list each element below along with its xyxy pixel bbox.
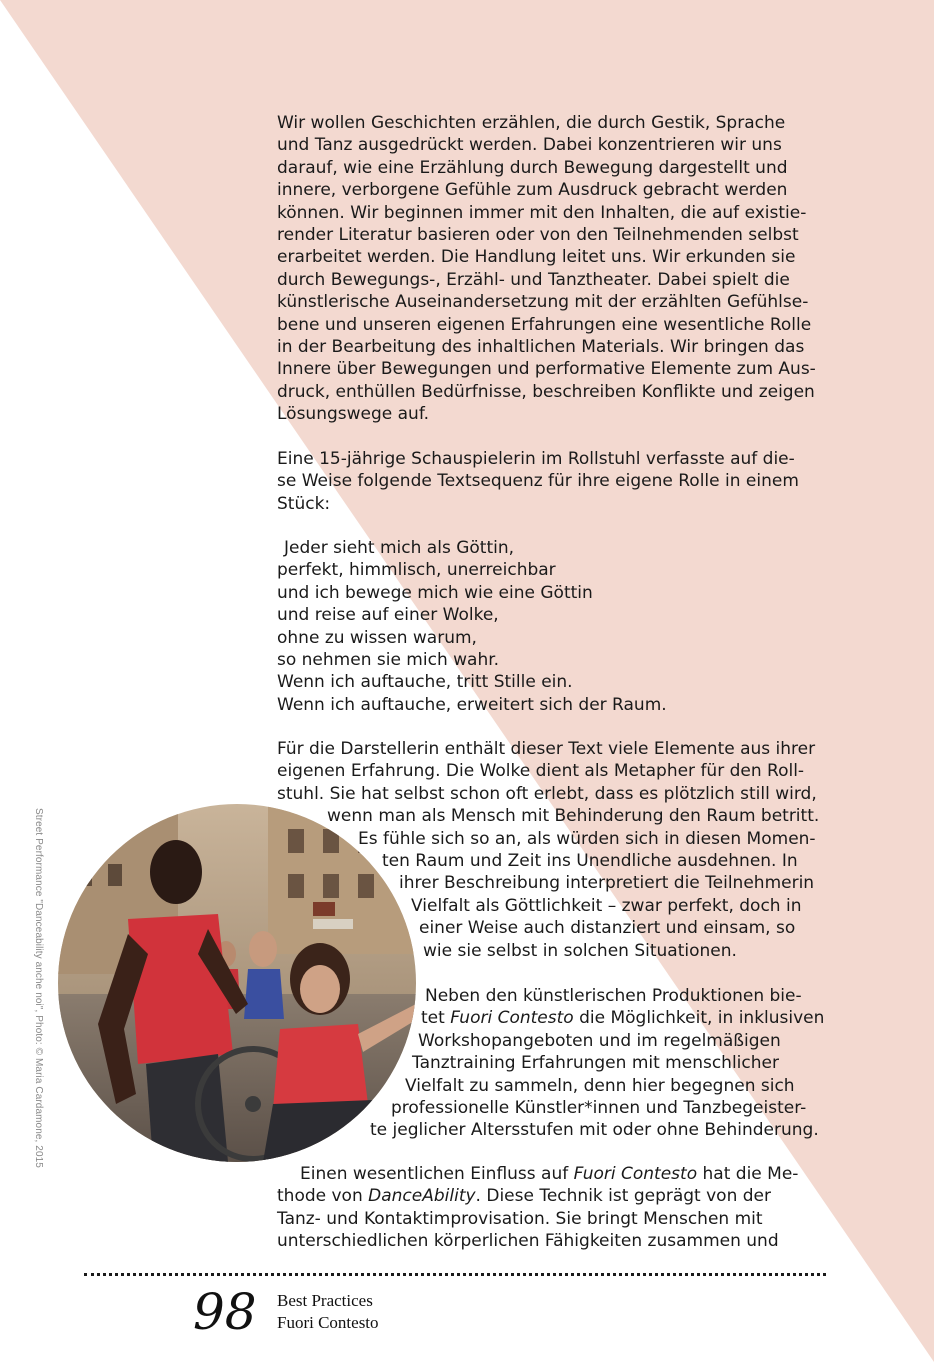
text-line: Lösungswege auf. [277,404,429,425]
text-line: Es fühle sich so an, als würden sich in diesen Momen- [358,828,816,849]
footer-dotted-rule [84,1273,826,1276]
text-line: professionelle Künstler*innen und Tanzbegeister- [391,1098,807,1119]
text-line: Wir wollen Geschichten erzählen, die durch Gestik, Sprache [277,113,786,133]
text-line [277,1163,825,1185]
running-head-section: Best Practices [277,1291,373,1310]
running-head [277,1290,379,1334]
text-line: wenn man als Mensch mit Behinderung den Raum betritt. [327,806,820,827]
text-line: druck, enthüllen Bedürfnisse, beschreiben Konflikte und zeigen [277,381,815,402]
emphasis-project-name: Fuori Contesto [573,1164,698,1184]
poem-line: so nehmen sie mich wahr. [277,650,500,671]
text-line: Für die Darstellerin enthält dieser Text viele Elemente aus ihrer [277,739,816,759]
poem-line: und reise auf einer Wolke, [277,605,499,626]
text-line: Workshopangeboten und im regelmäßigen [418,1030,781,1051]
text-line: Stück: [277,493,331,514]
text-line: erarbeitet werden. Die Handlung leitet uns. Wir erkunden sie [277,247,796,268]
text-line: Tanz- und Kontaktimprovisation. Sie bringt Menschen mit [277,1208,763,1229]
text-segment: hat die Me- [697,1164,799,1184]
photo-credit: Street Performance "Danceability anche noi", Photo: © Maria Cardamone, 2015 [33,808,44,1168]
photo-illustration [58,804,416,1162]
poem-line: ohne zu wissen warum, [277,627,477,648]
poem-line: Wenn ich auftauche, tritt Stille ein. [277,672,573,693]
page-number: 98 [193,1283,257,1341]
text-line: Eine 15-jährige Schauspielerin im Rollstuhl verfasste auf die- [277,449,795,469]
text-line: ten Raum und Zeit ins Unendliche ausdehnen. In [382,851,798,872]
text-line: durch Bewegungs-, Erzähl- und Tanztheater. Dabei spielt die [277,269,790,290]
poem-line: Wenn ich auftauche, erweitert sich der Raum. [277,694,667,715]
text-line [277,1185,825,1207]
text-line: bene und unseren eigenen Erfahrungen eine wesentliche Rolle [277,314,812,335]
text-line: unterschiedlichen körperlichen Fähigkeiten zusammen und [277,1231,779,1252]
text-line: können. Wir beginnen immer mit den Inhalten, die auf existie- [277,202,807,223]
text-line: render Literatur basieren oder von den Teilnehmenden selbst [277,225,799,246]
text-line: Neben den künstlerischen Produktionen bie- [425,986,802,1006]
text-segment: die Möglichkeit, in inklusiven [573,1008,825,1029]
text-segment: . Diese Technik ist geprägt von der [475,1186,772,1207]
text-line: ihrer Beschreibung interpretiert die Teilnehmerin [399,873,815,894]
poem-line: und ich bewege mich wie eine Göttin [277,582,593,603]
text-line: künstlerische Auseinandersetzung mit der erzählten Gefühlse- [277,292,809,313]
text-line: innere, verborgene Gefühle zum Ausdruck gebracht werden [277,180,788,201]
text-line: in der Bearbeitung des inhaltlichen Materials. Wir bringen das [277,337,805,358]
text-line: eigenen Erfahrung. Die Wolke dient als Metapher für den Roll- [277,761,805,782]
text-line: Innere über Bewegungen und performative Elemente zum Aus- [277,359,816,380]
text-line: und Tanz ausgedrückt werden. Dabei konzentrieren wir uns [277,135,782,156]
text-line: se Weise folgende Textsequenz für ihre eigene Rolle in einem [277,471,799,492]
text-line: einer Weise auch distanziert und einsam, so [419,918,796,939]
emphasis-project-name: Fuori Contesto [450,1008,574,1029]
text-segment: tet [421,1008,451,1029]
paragraph-intro [277,112,825,426]
text-segment: Einen wesentlichen Einfluss auf [300,1164,574,1184]
text-line: wie sie selbst in solchen Situationen. [423,940,737,961]
text-segment: thode von [277,1186,369,1207]
text-line: darauf, wie eine Erzählung durch Bewegung dargestellt und [277,157,788,178]
poem-line: perfekt, himmlisch, unerreichbar [277,560,556,581]
text-line: Vielfalt zu sammeln, denn hier begegnen sich [405,1075,795,1096]
poem-line: Jeder sieht mich als Göttin, [284,538,515,558]
emphasis-method-name: DanceAbility [368,1186,476,1207]
paragraph-danceability [277,1163,825,1253]
text-line: Tanztraining Erfahrungen mit menschlicher [412,1053,779,1074]
text-line: stuhl. Sie hat selbst schon oft erlebt, dass es plötzlich still wird, [277,783,817,804]
running-head-title: Fuori Contesto [277,1313,379,1332]
text-line: te jeglicher Altersstufen mit oder ohne Behinderung. [370,1120,819,1141]
street-performance-photo [58,804,416,1162]
poem-quote [277,537,825,716]
paragraph-actress-intro [277,448,825,515]
text-line: Vielfalt als Göttlichkeit – zwar perfekt, doch in [411,895,802,916]
